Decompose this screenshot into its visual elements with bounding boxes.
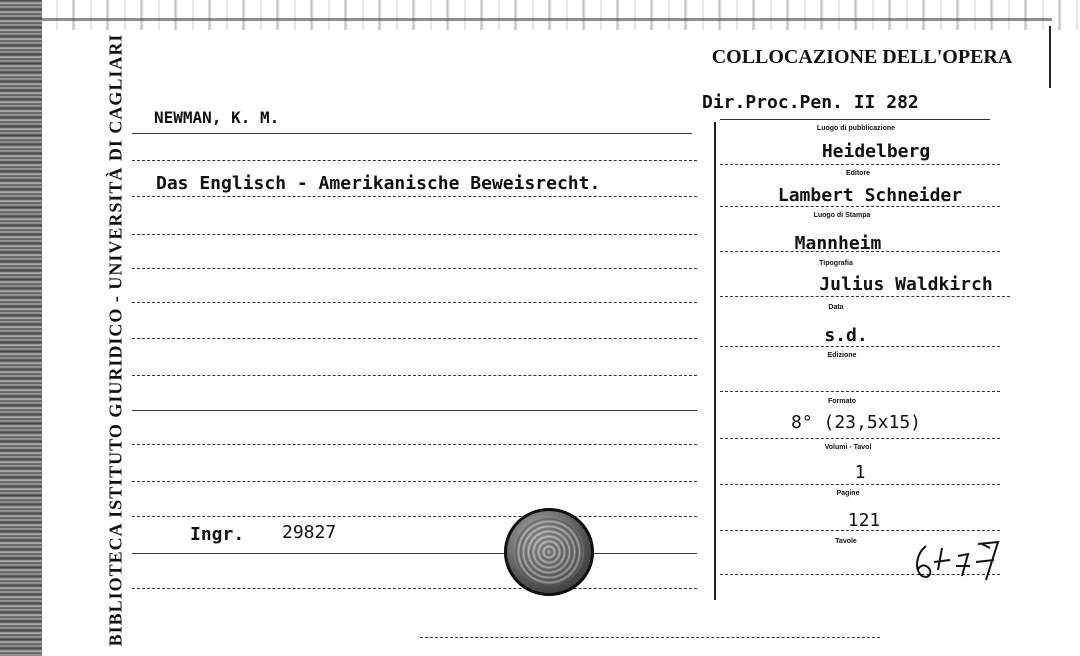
accession-label: Ingr.	[190, 524, 245, 545]
field-value: Heidelberg	[821, 141, 931, 162]
rule-line	[132, 338, 697, 339]
rule-line	[720, 296, 1010, 297]
rule-line	[132, 268, 697, 269]
field-value: s.d.	[824, 325, 868, 346]
rule-line	[720, 206, 1000, 207]
scanned-left-edge	[0, 0, 42, 656]
rule-line	[132, 516, 697, 517]
field-label: Luogo di pubblicazione	[816, 125, 896, 132]
rule-line	[720, 438, 1000, 439]
field-value: 121	[847, 510, 881, 531]
handwritten-note-icon	[912, 536, 1006, 586]
author-name: NEWMAN, K. M.	[154, 108, 280, 127]
field-label: Data	[828, 304, 844, 311]
rule-line	[720, 391, 1000, 392]
rule-line	[132, 302, 697, 303]
rule-line	[720, 484, 1000, 485]
field-value: 1	[854, 462, 866, 483]
field-label: Formato	[828, 398, 856, 405]
placement-heading: COLLOCAZIONE DELL'OPERA	[711, 46, 1013, 68]
field-label: Volumi - Tavol	[824, 444, 872, 451]
rule-line	[132, 481, 697, 482]
field-label: Edizione	[827, 352, 857, 359]
rule-line	[132, 553, 697, 554]
book-title: Das Englisch - Amerikanische Beweisrecht.	[156, 173, 601, 194]
rule-line	[132, 234, 697, 235]
rule-line	[132, 133, 692, 134]
right-edge-mark	[1049, 26, 1051, 88]
field-value: Lambert Schneider	[777, 185, 963, 206]
rule-line	[132, 588, 697, 589]
rule-line	[720, 164, 1000, 165]
top-border-line	[42, 18, 1052, 21]
rule-line	[420, 637, 880, 638]
rule-line	[720, 119, 990, 120]
field-value: Julius Waldkirch	[819, 274, 993, 295]
field-label: Tavole	[835, 538, 857, 545]
column-divider	[714, 122, 716, 600]
field-value: 8° (23,5x15)	[790, 412, 922, 433]
field-value: Mannheim	[794, 233, 882, 254]
rule-line	[132, 410, 697, 411]
rule-line	[720, 346, 1000, 347]
field-label: Editore	[845, 170, 871, 177]
field-label: Pagine	[836, 490, 860, 497]
shelfmark: Dir.Proc.Pen. II 282	[702, 92, 919, 113]
field-label: Tipografia	[819, 260, 853, 267]
scanned-top-edge	[42, 0, 1080, 30]
accession-number: 29827	[282, 522, 337, 543]
library-stamp-icon	[504, 508, 594, 596]
rule-line	[132, 196, 697, 197]
rule-line	[132, 444, 697, 445]
rule-line	[132, 375, 697, 376]
rule-line	[132, 160, 697, 161]
field-label: Luogo di Stampa	[813, 212, 871, 219]
library-side-label: BIBLIOTECA ISTITUTO GIURIDICO - UNIVERSITÀ DI CAGLIARI	[105, 33, 126, 647]
